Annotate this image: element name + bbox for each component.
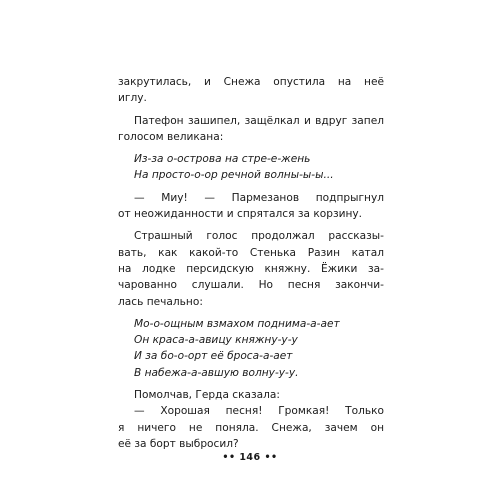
paragraph-6	[118, 403, 384, 452]
page-number: •• 146 ••	[222, 452, 278, 463]
verse-line: И за бо-о-орт её броса-а-ает	[134, 350, 293, 363]
text-line: её за борт выбросил?	[118, 437, 239, 450]
paragraph-2: Патефон зашипел, защёлкал и вдруг запел голосом великана:	[118, 114, 384, 143]
text-line: чарованно слушали. Но песня закончи-	[118, 279, 384, 292]
text-column	[118, 74, 384, 452]
verse-line: Из-за о-острова на стре-е-жень	[134, 153, 311, 166]
text-line: — Миу! — Пармезанов подпрыгнул	[134, 191, 384, 204]
verse-line: Мо-о-ощным взмахом поднима-а-ает	[134, 317, 340, 330]
text-line: — Хорошая песня! Громкая! Только	[134, 405, 384, 418]
verse-line: В набежа-а-авшую волну-у-у.	[134, 366, 299, 379]
text-line: закрутилась, и Снежа опустила на неё	[118, 76, 384, 88]
verse-line: На просто-о-ор речной волны-ы-ы...	[134, 169, 334, 182]
text-line: лась печально:	[118, 295, 203, 308]
text-line: Страшный голос продолжал рассказы-	[134, 230, 384, 243]
paragraph-5: Помолчав, Герда сказала:	[134, 389, 280, 402]
text-line: я ничего не поняла. Снежа, зачем он	[118, 421, 384, 434]
verse-line: Он краса-а-авицу княжну-у-у	[134, 334, 298, 347]
text-line: иглу.	[118, 92, 147, 105]
text-line: от неожиданности и спрятался за корзину.	[118, 208, 363, 221]
verse-1	[134, 151, 384, 184]
text-line: вать, как какой-то Стенька Разин катал	[118, 246, 384, 259]
paragraph-4	[118, 228, 384, 309]
paragraph-3	[118, 190, 384, 223]
paragraph-1	[118, 74, 384, 107]
verse-2	[134, 316, 384, 381]
text-line: на лодке персидскую княжну. Ёжики за-	[118, 262, 384, 275]
